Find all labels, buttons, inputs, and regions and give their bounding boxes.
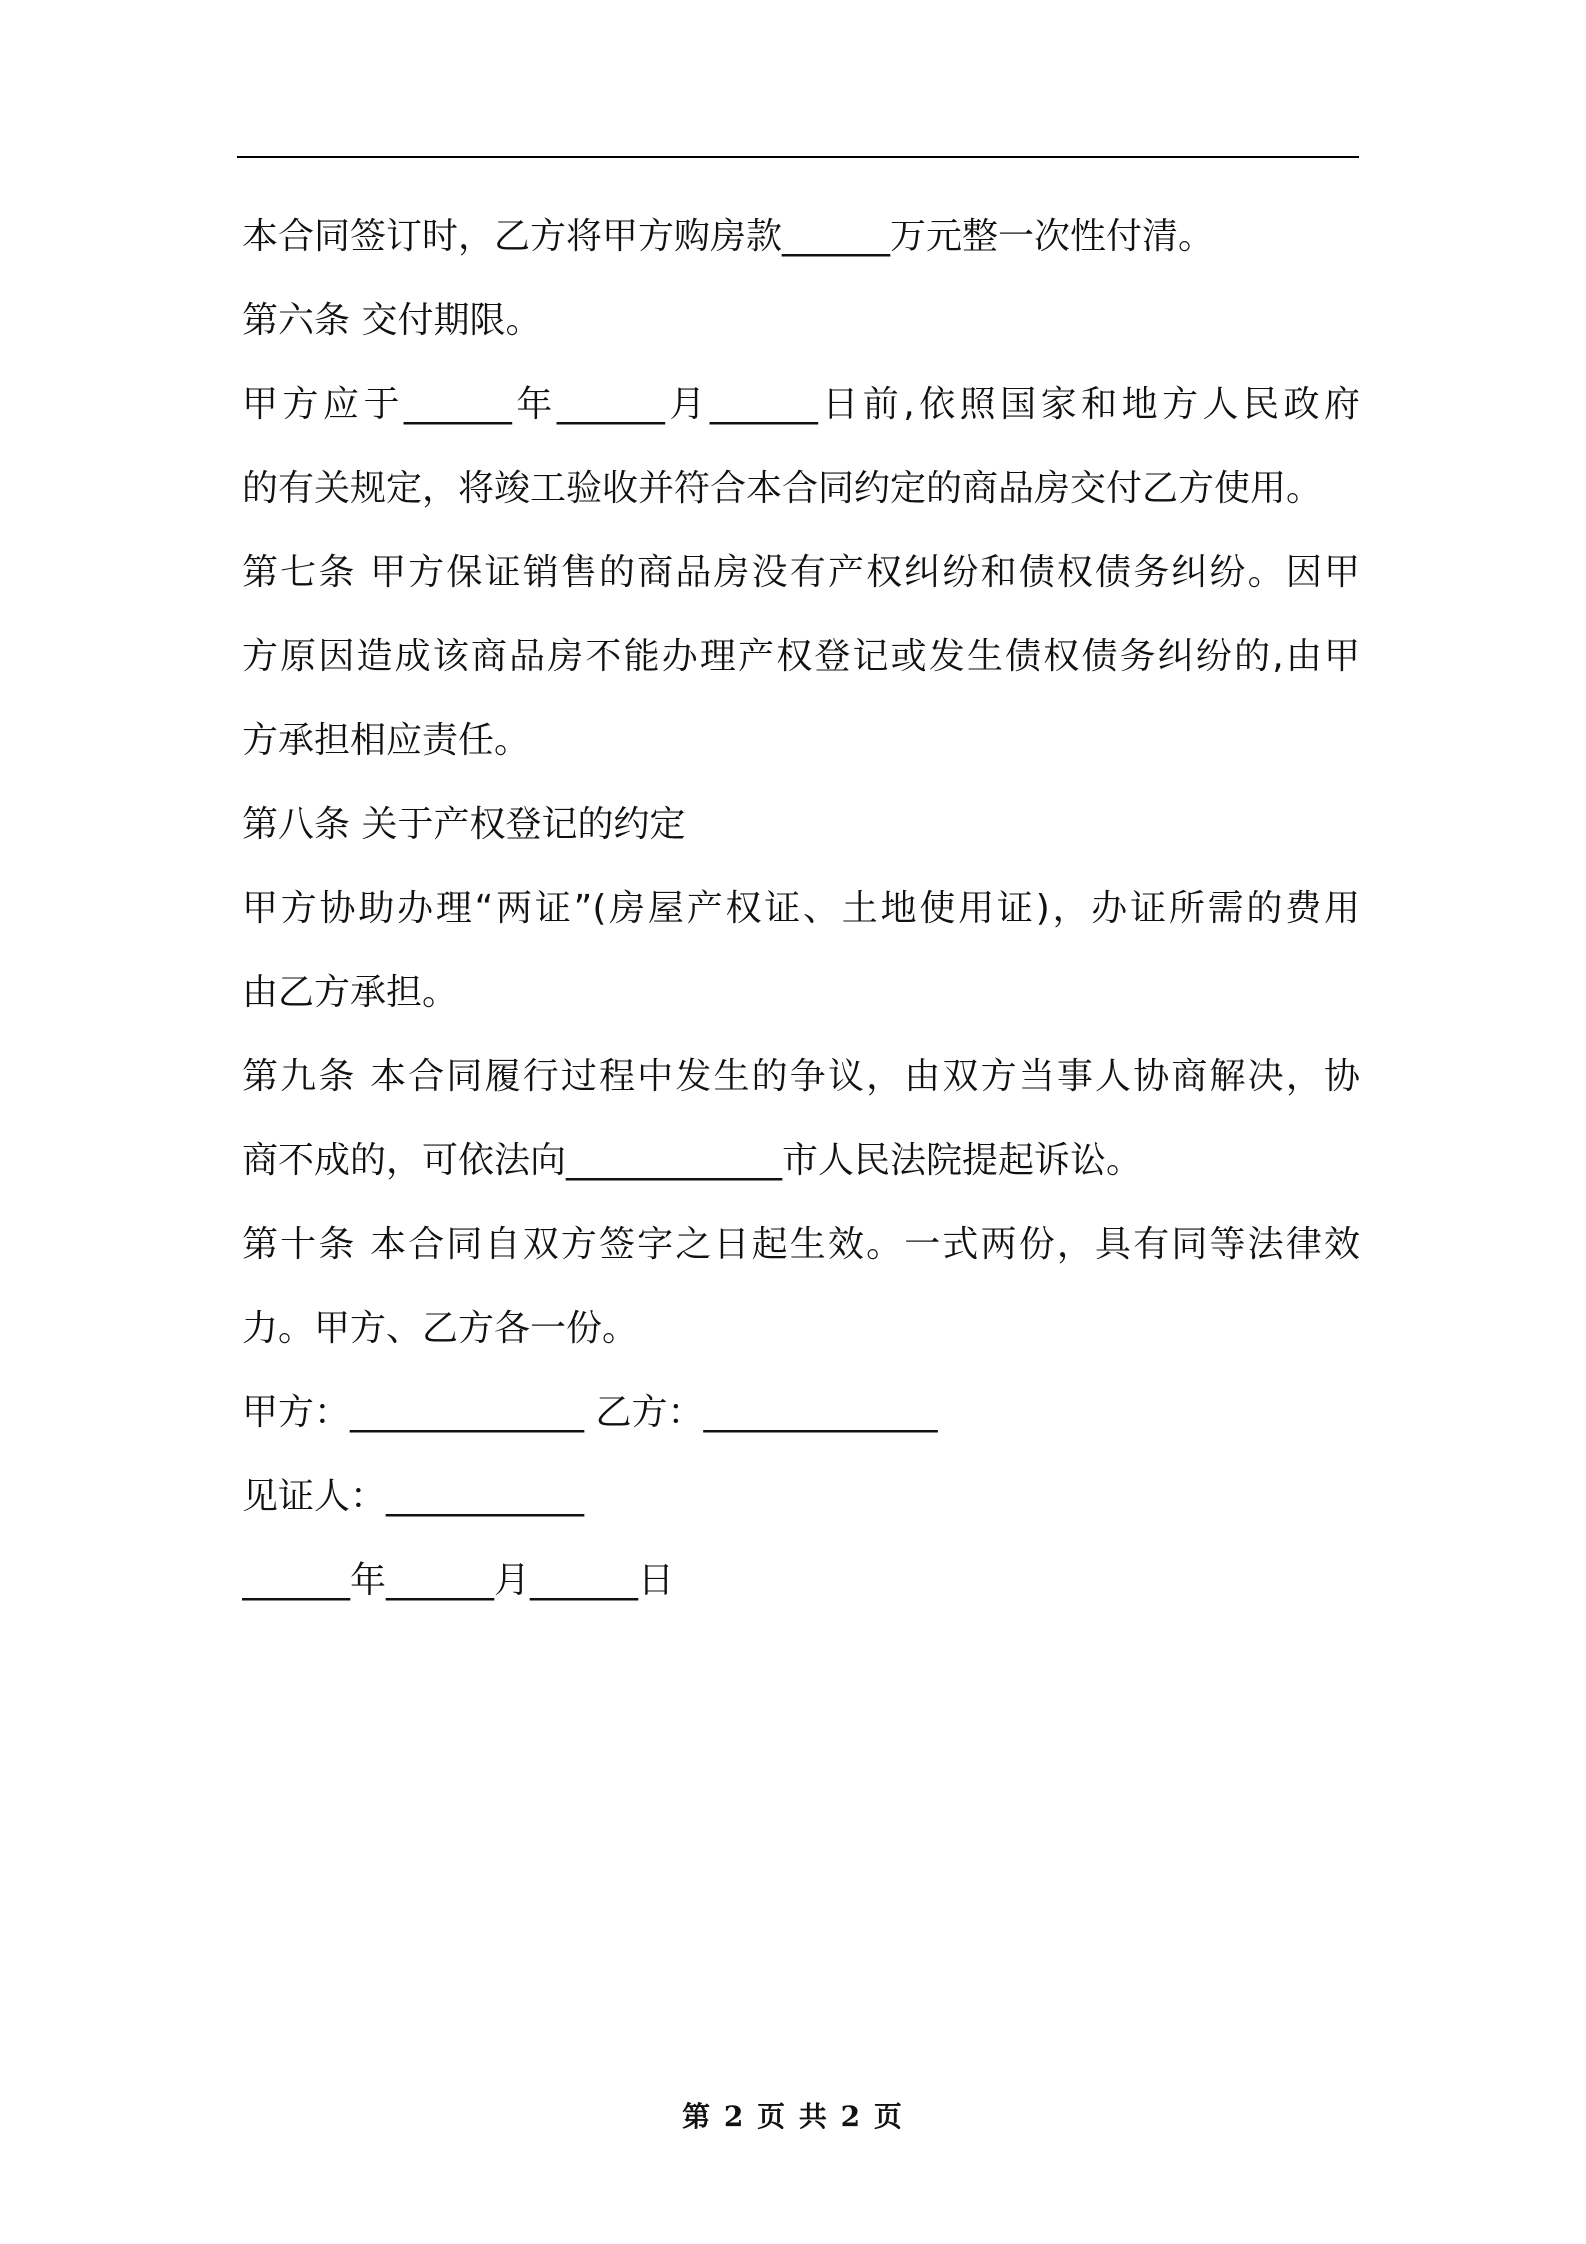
article-7-text-line-3: 方承担相应责任。 (242, 720, 531, 761)
article-6-heading: 第六条 交付期限。 (242, 300, 542, 341)
article-10-text-line-2: 力。甲方、乙方各一份。 (242, 1308, 639, 1349)
page-number: 第 2 页 共 2 页 (682, 2100, 904, 2133)
article-6-text-line-1: 甲方应于______年______月______日前,依照国家和地方人民政府 (242, 384, 1360, 425)
party-signature-line: 甲方：_____________ 乙方：_____________ (242, 1392, 938, 1433)
document-body (242, 195, 1360, 1623)
article-8-text-line-1: 甲方协助办理“两证”(房屋产权证、土地使用证)，办证所需的费用 (242, 888, 1360, 929)
article-10-text-line-1: 第十条 本合同自双方签字之日起生效。一式两份，具有同等法律效 (242, 1224, 1360, 1265)
header-rule (237, 156, 1359, 158)
article-8-text-line-2: 由乙方承担。 (242, 972, 459, 1013)
payment-clause-line: 本合同签订时，乙方将甲方购房款______万元整一次性付清。 (242, 216, 1215, 257)
signing-date-line: ______年______月______日 (242, 1560, 674, 1601)
article-9-text-line-1: 第九条 本合同履行过程中发生的争议，由双方当事人协商解决，协 (242, 1056, 1360, 1097)
article-7-text-line-2: 方原因造成该商品房不能办理产权登记或发生债权债务纠纷的,由甲 (242, 636, 1360, 677)
article-6-text-line-2: 的有关规定，将竣工验收并符合本合同约定的商品房交付乙方使用。 (242, 468, 1323, 509)
article-7-text-line-1: 第七条 甲方保证销售的商品房没有产权纠纷和债权债务纠纷。因甲 (242, 552, 1360, 593)
article-9-text-line-2: 商不成的，可依法向____________市人民法院提起诉讼。 (242, 1140, 1143, 1181)
witness-signature-line: 见证人：___________ (242, 1476, 585, 1517)
article-8-heading: 第八条 关于产权登记的约定 (242, 804, 686, 845)
